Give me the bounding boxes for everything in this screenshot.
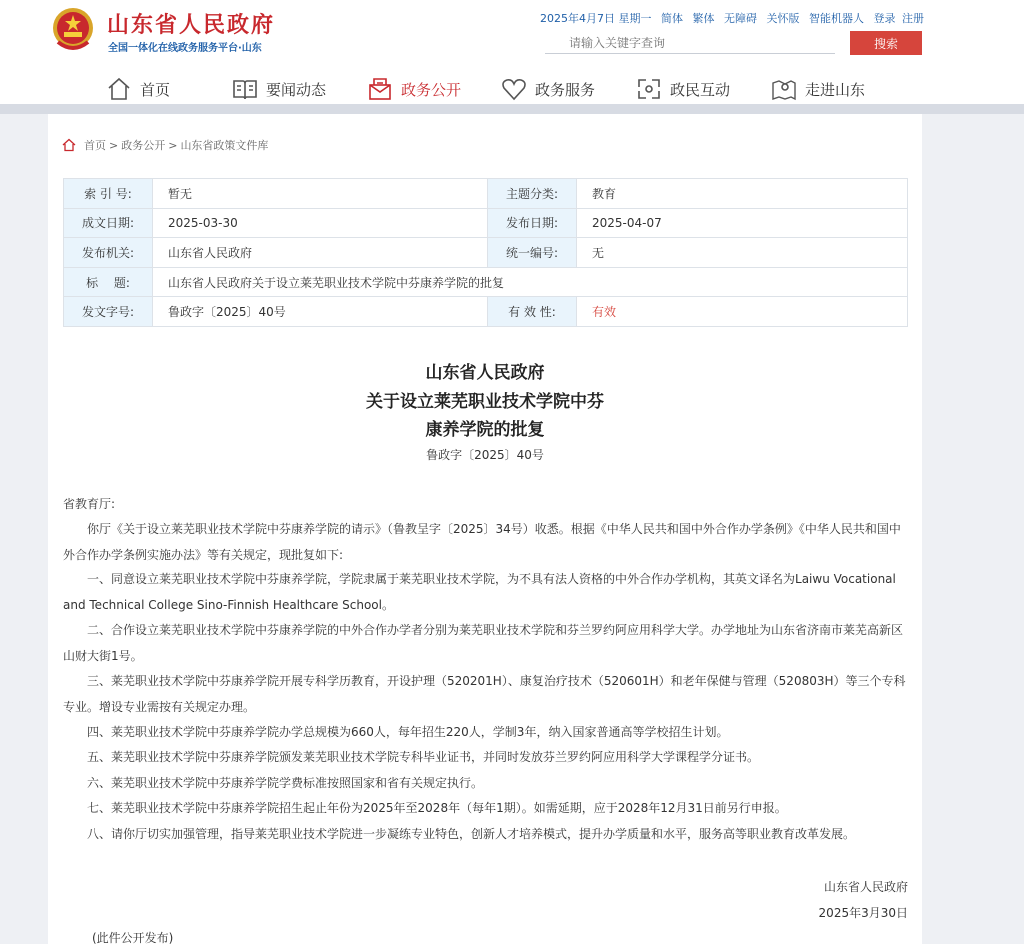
- meta-topic-label: 主题分类:: [488, 179, 577, 209]
- doc-title-line-3: 康养学院的批复: [425, 420, 545, 440]
- link-traditional[interactable]: 繁体: [692, 12, 715, 25]
- search-input[interactable]: [545, 32, 835, 54]
- link-elderly-mode[interactable]: 关怀版: [766, 12, 800, 25]
- meta-title-label: 标 题:: [64, 267, 153, 297]
- document-meta-table: [63, 178, 908, 327]
- nav-home[interactable]: [106, 74, 170, 104]
- nav-gov-services[interactable]: [501, 74, 595, 104]
- nav-gov-affairs[interactable]: [367, 74, 461, 104]
- meta-published-value: 2025-04-07: [577, 208, 908, 238]
- breadcrumb-home[interactable]: 首页: [84, 139, 106, 152]
- link-register[interactable]: 注册: [902, 12, 924, 25]
- doc-paragraph-3: 二、合作设立莱芜职业技术学院中芬康养学院的中外合作办学者分别为莱芜职业技术学院和芬兰罗约阿应用科学大学。办学地址为山东省济南市莱芜高新区山财大街1号。: [63, 623, 904, 663]
- doc-title-line-2: 关于设立莱芜职业技术学院中芬: [366, 392, 604, 412]
- meta-created-label: 成文日期:: [64, 208, 153, 238]
- nav-home-label: 首页: [140, 80, 171, 99]
- meta-docno-label: 发文字号:: [64, 297, 153, 327]
- header-divider: [0, 104, 1024, 114]
- doc-title-line-1: 山东省人民政府: [425, 363, 545, 383]
- nav-news[interactable]: [232, 74, 326, 104]
- meta-docno-value: 鲁政字〔2025〕40号: [153, 297, 488, 327]
- meta-topic-value: 教育: [577, 179, 908, 209]
- link-login[interactable]: 登录: [873, 12, 896, 25]
- doc-paragraph-5: 四、莱芜职业技术学院中芬康养学院办学总规模为660人，每年招生220人，学制3年，纳入国家普通高等学校招生计划。: [87, 725, 729, 739]
- nav-interaction[interactable]: [636, 74, 730, 104]
- meta-index-label: 索 引 号:: [64, 179, 153, 209]
- nav-gov-services-label: 政务服务: [535, 80, 596, 99]
- doc-sign-date: 2025年3月30日: [818, 906, 908, 920]
- breadcrumb-gov-affairs[interactable]: 政务公开: [121, 139, 166, 152]
- doc-paragraph-4: 三、莱芜职业技术学院中芬康养学院开展专科学历教育，开设护理（520201H）、康复治疗技术（520601H）和老年保健与管理（520803H）等三个专科专业。增设专业需按有关规定办理。: [63, 674, 906, 714]
- doc-publish-note: (此件公开发布): [92, 931, 174, 944]
- nav-shandong[interactable]: [771, 74, 865, 104]
- meta-validity-label: 有 效 性:: [488, 297, 577, 327]
- nav-shandong-label: 走进山东: [805, 80, 866, 99]
- meta-serial-value: 无: [577, 238, 908, 268]
- doc-salutation: 省教育厅:: [63, 497, 116, 511]
- doc-paragraph-8: 七、莱芜职业技术学院中芬康养学院招生起止年份为2025年至2028年（每年1期）。如需延期，应于2028年12月31日前另行申报。: [87, 801, 787, 815]
- doc-signature: 山东省人民政府: [823, 880, 908, 894]
- site-header: [0, 0, 1024, 110]
- site-title[interactable]: 山东省人民政府: [107, 13, 276, 38]
- heart-icon: [501, 76, 527, 102]
- meta-issuer-value: 山东省人民政府: [153, 238, 488, 268]
- top-links: [540, 10, 924, 26]
- nav-news-label: 要闻动态: [266, 80, 327, 99]
- doc-paragraph-1: 你厅《关于设立莱芜职业技术学院中芬康养学院的请示》（鲁教呈字〔2025〕34号）收悉。根据《中华人民共和国中外合作办学条例》《中华人民共和国中外合作办学条例实施办法》等有关规定，现批复如下:: [63, 522, 901, 562]
- book-icon: [232, 76, 258, 102]
- meta-title-value: 山东省人民政府关于设立莱芜职业技术学院中芬康养学院的批复: [153, 267, 908, 297]
- link-accessibility[interactable]: 无障碍: [724, 12, 757, 25]
- home-icon[interactable]: [62, 138, 76, 152]
- doc-number: 鲁政字〔2025〕40号: [426, 448, 544, 462]
- interaction-icon: [636, 76, 662, 102]
- meta-serial-label: 统一编号:: [488, 238, 577, 268]
- breadcrumb: 首页 > 政务公开 > 山东省政策文件库: [62, 137, 271, 153]
- national-emblem-icon: [50, 6, 96, 54]
- doc-paragraph-9: 八、请你厅切实加强管理，指导莱芜职业技术学院进一步凝练专业特色，创新人才培养模式，提升办学质量和水平，服务高等职业教育改革发展。: [87, 827, 856, 841]
- doc-paragraph-2: 一、同意设立莱芜职业技术学院中芬康养学院，学院隶属于莱芜职业技术学院，为不具有法人资格的中外合作办学机构，其英文译名为Laiwu Vocational and Technical College Sino-Finnish Healthcare School。: [63, 572, 896, 612]
- site-subtitle: 全国一体化在线政务服务平台·山东: [108, 43, 262, 54]
- meta-published-label: 发布日期:: [488, 208, 577, 238]
- doc-paragraph-7: 六、莱芜职业技术学院中芬康养学院学费标准按照国家和省有关规定执行。: [87, 776, 484, 790]
- main-nav: [100, 74, 920, 104]
- meta-index-value: 暂无: [153, 179, 488, 209]
- breadcrumb-policy-library[interactable]: 山东省政策文件库: [180, 139, 269, 152]
- location-icon: [771, 76, 797, 102]
- document-icon: [367, 76, 393, 102]
- home-icon: [106, 76, 132, 102]
- current-date: 2025年4月7日 星期一: [540, 12, 652, 25]
- nav-gov-affairs-label: 政务公开: [401, 80, 462, 99]
- link-robot[interactable]: 智能机器人: [809, 12, 864, 25]
- doc-paragraph-6: 五、莱芜职业技术学院中芬康养学院颁发莱芜职业技术学院专科毕业证书，并同时发放芬兰罗约阿应用科学大学课程学分证书。: [87, 750, 760, 764]
- link-simplified[interactable]: 简体: [661, 12, 683, 25]
- nav-interaction-label: 政民互动: [670, 80, 731, 99]
- meta-issuer-label: 发布机关:: [64, 238, 153, 268]
- meta-validity-value: 有效: [577, 297, 908, 327]
- meta-created-value: 2025-03-30: [153, 208, 488, 238]
- search-button[interactable]: 搜索: [850, 31, 922, 55]
